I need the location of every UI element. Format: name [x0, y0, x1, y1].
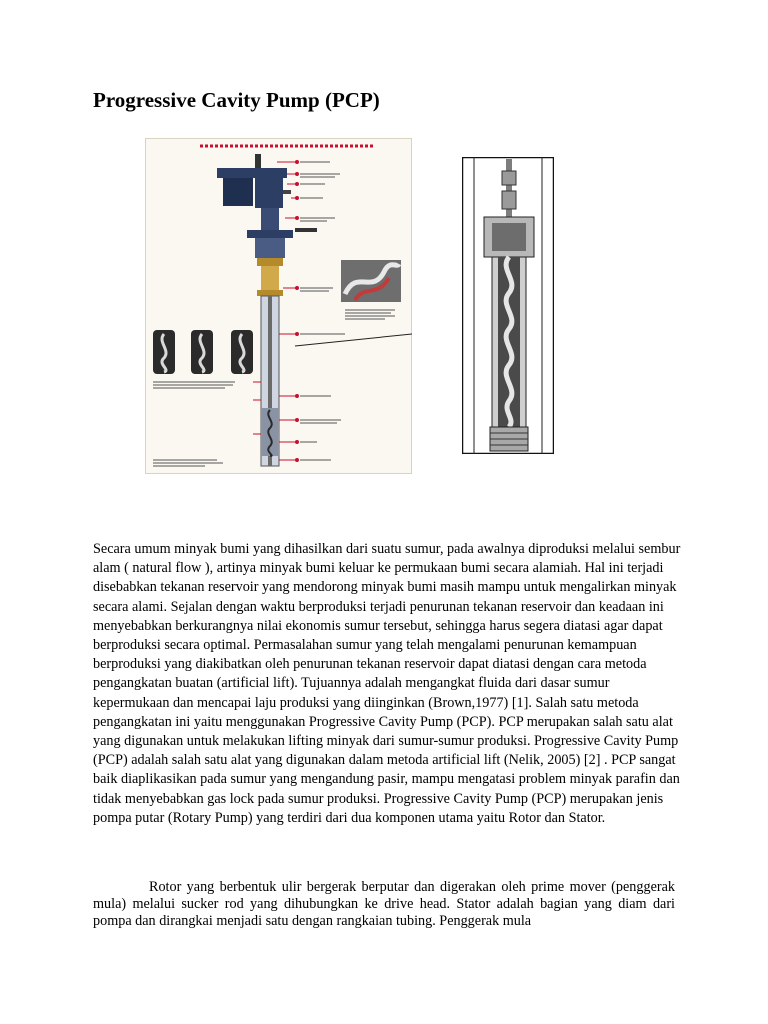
body-paragraph-1: Secara umum minyak bumi yang dihasilkan dari suatu sumur, pada awalnya diproduksi melalui sembur alam ( natural flow ), artinya minyak bumi keluar ke permukaan bumi secara alamiah. Hal ini terjadi disebabkan tekanan reservoir yang mendorong minyak bumi masih mampu untuk mengalirkan minyak secara alami. Sejalan dengan waktu berproduksi terjadi penurunan tekanan reservoir dan keadaan ini menyebabkan berkurangnya nilai ekonomis sumur tersebut, sehingga harus segera diatasi agar dapat berproduksi secara optimal. Permasalahan sumur yang telah mengalami penurunan kemampuan berproduksi yang diakibatkan oleh penurunan tekanan reservoir dapat diatasi dengan cara metoda pengangkatan buatan (artificial lift). Tujuannya adalah mengangkat fluida dari dasar sumur kepermukaan dan mencapai laju produksi yang diinginkan (Brown,1977) [1]. Salah satu metoda pengangkatan ini yaitu menggunakan Progressive Cavity Pump (PCP). PCP merupakan salah satu alat yang digunakan untuk melakukan lifting minyak dari sumur-sumur produksi. Progressive Cavity Pump (PCP) adalah salah satu alat yang digunakan dalam metoda artificial lift (Nelik, 2005) [2] . PCP sangat baik diaplikasikan pada sumur yang mengandung pasir, mampu mengatasi problem minyak parafin dan tidak menyebabkan gas lock pada sumur produksi. Progressive Cavity Pump (PCP) merupakan jenis pompa putar (Rotary Pump) yang terdiri dari dua komponen utama yaitu Rotor dan Stator.: [93, 541, 681, 826]
page-title: Progressive Cavity Pump (PCP): [93, 88, 380, 112]
body-paragraph-2: Rotor yang berbentuk ulir bergerak berputar dan digerakan oleh prime mover (penggerak mula) melalui sucker rod yang dihubungkan ke drive head. Stator adalah bagian yang diam dari pompa dan dirangkai menjadi satu dengan rangkaian tubing. Penggerak mula: [93, 879, 675, 929]
rotor-stator-cutaway-icon: [462, 157, 554, 454]
pcp-system-diagram-icon: [145, 138, 412, 474]
